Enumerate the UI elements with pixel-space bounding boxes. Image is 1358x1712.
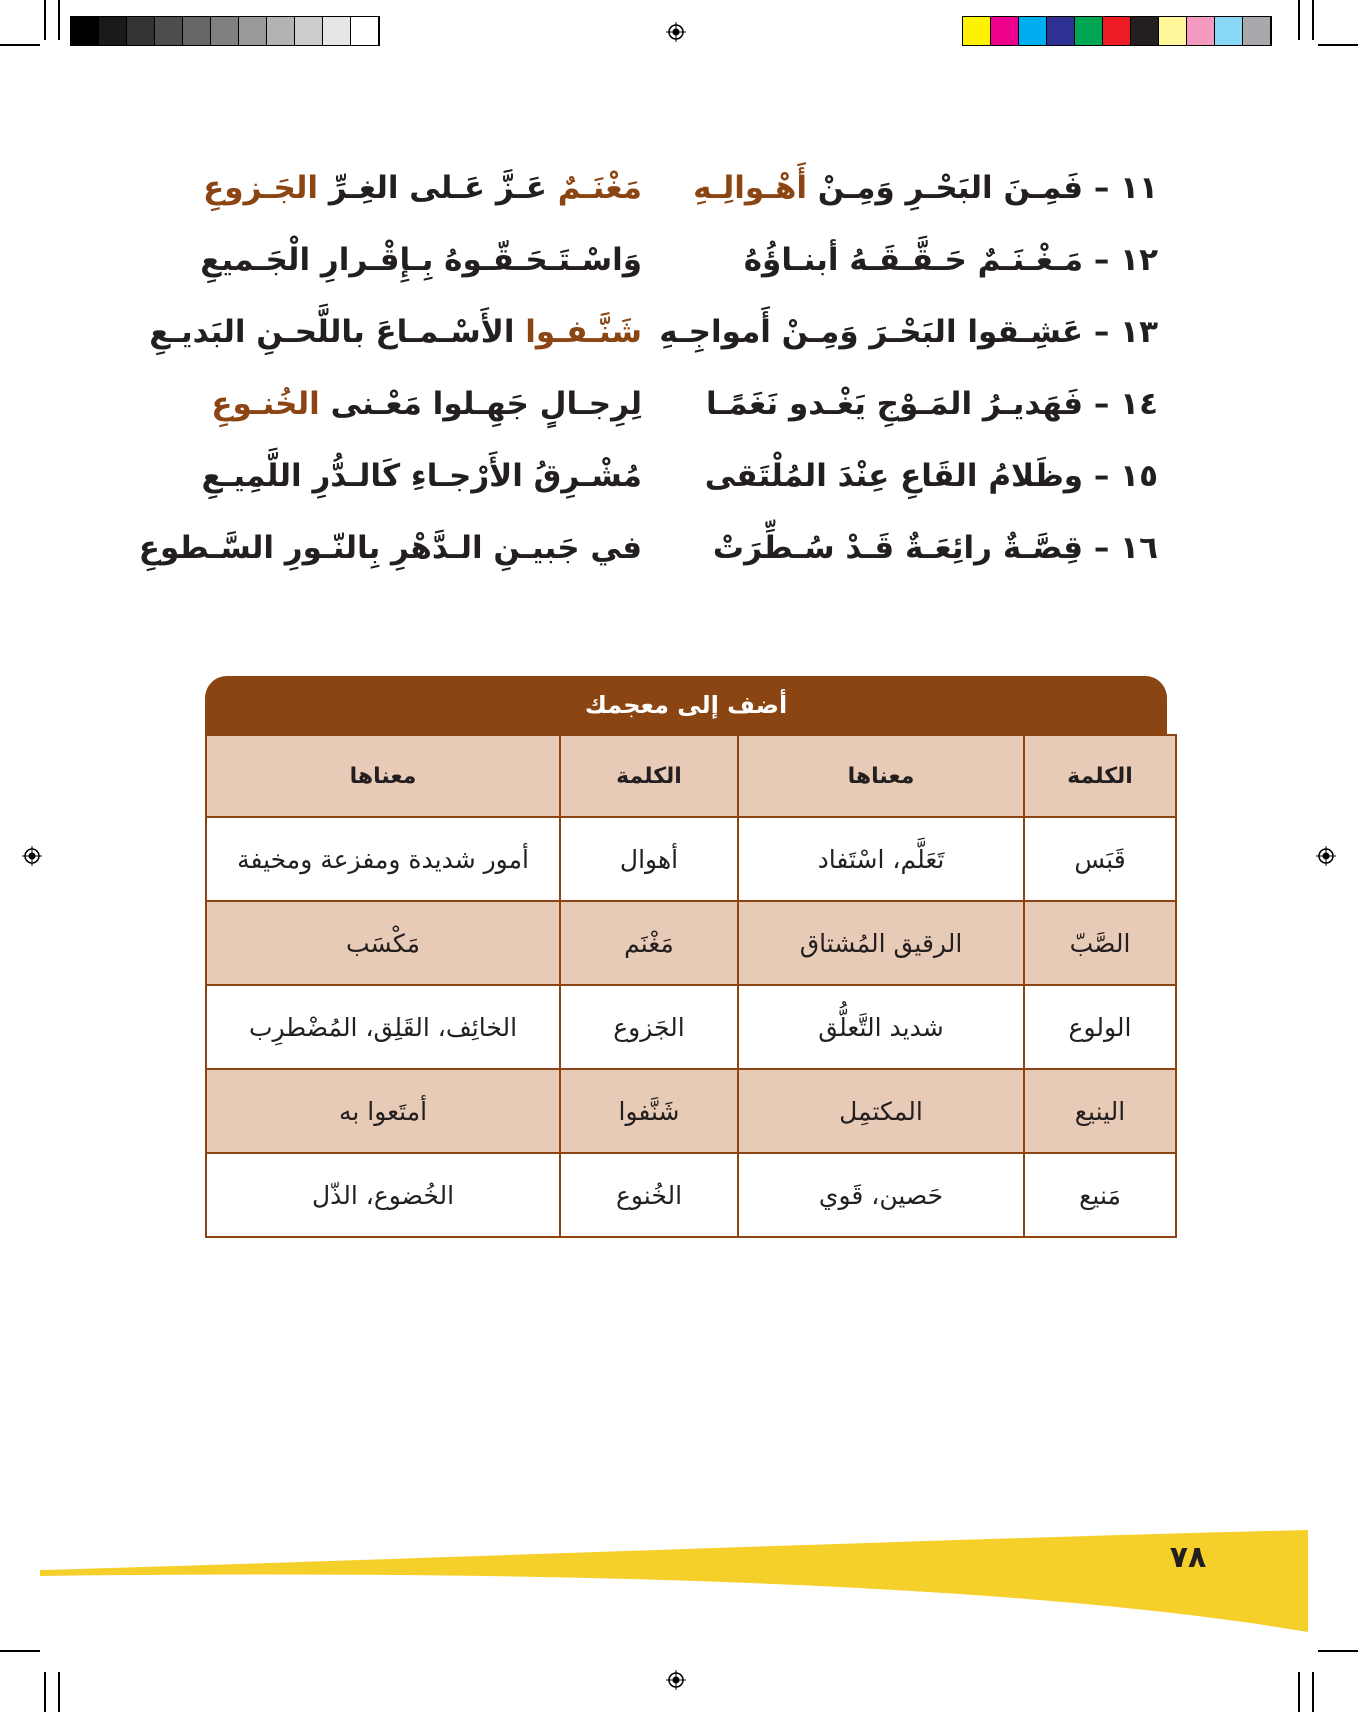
meaning-cell: تَعَلَّم، اسْتَفاد [738,817,1024,901]
gray-swatch [99,17,127,45]
crop-mark [1318,1650,1358,1652]
verse-text: وَاسْـتَـحَـقّـوهُ بِـإِقْـرارِ الْجَـميعِ [200,242,642,278]
vocabulary-table [205,734,1177,1238]
verse-text: وظَلامُ القَاعِ عِنْدَ المُلْتَقى [704,458,1084,494]
color-swatch [991,17,1019,45]
poem-second-hemistich [149,302,642,362]
poem-first-hemistich: ١٢ – مَـغْـنَـمٌ حَـقَّـقَـهُ أبنـاؤُهُ [743,242,1158,278]
color-calibration-bar [962,16,1272,46]
crop-mark [1318,44,1358,46]
crop-mark [58,1672,60,1712]
vocabulary-box [205,676,1167,1238]
verse-number: ١٦ [1120,530,1158,566]
gray-swatch [239,17,267,45]
crop-mark [44,1672,46,1712]
color-swatch [1187,17,1215,45]
poem-second-hemistich [201,446,642,506]
word-cell: شَنَّفوا [560,1069,738,1153]
verse-text: مَـغْـنَـمٌ حَـقَّـقَـهُ أبنـاؤُهُ [743,242,1084,278]
highlighted-word: أَهْـوالِـهِ [693,170,807,206]
meaning-cell: الخُضوع، الذّل [206,1153,560,1237]
crop-mark [1312,0,1314,40]
word-cell: مَنيع [1024,1153,1176,1237]
poem-second-hemistich [203,158,642,218]
color-swatch [1243,17,1271,45]
crop-mark [0,1650,40,1652]
word-cell: الصَّبّ [1024,901,1176,985]
word-cell: قَبَس [1024,817,1176,901]
crop-mark [58,0,60,40]
color-swatch [1075,17,1103,45]
gray-swatch [351,17,379,45]
gray-swatch [71,17,99,45]
gray-swatch [127,17,155,45]
verse-text: عَشِـقوا البَحْـرَ وَمِـنْ أَمواجِـهِ [659,314,1084,350]
color-swatch [1131,17,1159,45]
meaning-cell: الخائِف، القَلِق، المُضْطرِب [206,985,560,1069]
meaning-cell: المكتمِل [738,1069,1024,1153]
word-cell: أهوال [560,817,738,901]
color-swatch [963,17,991,45]
color-swatch [1103,17,1131,45]
meaning-cell: شديد التَّعلُّق [738,985,1024,1069]
grayscale-calibration-bar [70,16,380,46]
gray-swatch [323,17,351,45]
table-row [206,985,1176,1069]
crop-mark [44,0,46,40]
verse-text: عَـزَّ عَـلى الغِـرِّ [318,170,558,206]
gray-swatch [295,17,323,45]
word-cell: مَغْنَم [560,901,738,985]
verse-number: ١٢ [1120,242,1158,278]
registration-mark-icon [666,1670,686,1690]
crop-mark [1298,0,1300,40]
vocabulary-title: أضف إلى معجمك [205,676,1167,734]
word-cell: الخُنوع [560,1153,738,1237]
color-swatch [1019,17,1047,45]
verse-number: ١٤ [1120,386,1158,422]
verse-text: فَمِـنَ البَحْـرِ وَمِـنْ [807,170,1084,206]
verse-text: قِصَّـةٌ رائِعَـةٌ قَـدْ سُـطِّرَتْ [712,530,1084,566]
meaning-cell: مَكْسَب [206,901,560,985]
poem-second-hemistich [138,518,642,578]
gray-swatch [211,17,239,45]
highlighted-word: الجَـزوعِ [203,170,319,206]
word-cell: الولوع [1024,985,1176,1069]
word-cell: الجَزوع [560,985,738,1069]
verse-number: ١١ [1120,170,1158,206]
column-header: الكلمة [1024,735,1176,817]
table-row [206,1069,1176,1153]
crop-mark [0,44,40,46]
column-header: معناها [738,735,1024,817]
verse-number: ١٣ [1120,314,1158,350]
poem-first-hemistich: ١٥ – وظَلامُ القَاعِ عِنْدَ المُلْتَقى [704,458,1158,494]
highlighted-word: مَغْنَـمٌ [557,170,642,206]
highlighted-word: الخُنـوعِ [211,386,320,422]
crop-mark [1298,1672,1300,1712]
poem-second-hemistich [200,230,642,290]
gray-swatch [183,17,211,45]
gray-swatch [155,17,183,45]
table-header-row [206,735,1176,817]
poem-first-hemistich: ١٣ – عَشِـقوا البَحْـرَ وَمِـنْ أَمواجِـهِ [659,314,1158,350]
registration-mark-icon [22,846,42,866]
table-row [206,817,1176,901]
gray-swatch [267,17,295,45]
poem-first-hemistich: ١٤ – فَهَديـرُ المَـوْجِ يَغْـدو نَغَمًـا [706,386,1158,422]
color-swatch [1159,17,1187,45]
verse-text: الأَسْـمـاعَ باللَّحـنِ البَديـعِ [149,314,526,350]
table-row [206,901,1176,985]
crop-mark [1312,1672,1314,1712]
meaning-cell: حَصين، قَوي [738,1153,1024,1237]
footer-swoosh [0,1520,1358,1640]
verse-text: في جَبيـنِ الـدَّهْرِ بِالنّـورِ السَّـطوعِ [138,530,642,566]
color-swatch [1047,17,1075,45]
color-swatch [1215,17,1243,45]
poem-first-hemistich: ١٦ – قِصَّـةٌ رائِعَـةٌ قَـدْ سُـطِّرَتْ [712,530,1158,566]
meaning-cell: أمتَعوا به [206,1069,560,1153]
verse-text: مُشْـرِقُ الأَرْجـاءِ كَالـدُّرِ اللَّمِيـعِ [201,458,642,494]
verse-number: ١٥ [1120,458,1158,494]
page-number: ٧٨ [1169,1540,1207,1575]
word-cell: الينيع [1024,1069,1176,1153]
meaning-cell: الرقيق المُشتاق [738,901,1024,985]
highlighted-word: شَنَّـفـوا [525,314,642,350]
table-row [206,1153,1176,1237]
poem-first-hemistich: ١١ – فَمِـنَ البَحْـرِ وَمِـنْ أَهْـوالِـهِ [693,170,1158,206]
poem-second-hemistich [211,374,642,434]
column-header: الكلمة [560,735,738,817]
column-header: معناها [206,735,560,817]
registration-mark-icon [666,22,686,42]
registration-mark-icon [1316,846,1336,866]
verse-text: فَهَديـرُ المَـوْجِ يَغْـدو نَغَمًـا [706,386,1084,422]
verse-text: لِرِجـالٍ جَهِـلوا مَعْـنى [319,386,642,422]
meaning-cell: أمور شديدة ومفزعة ومخيفة [206,817,560,901]
